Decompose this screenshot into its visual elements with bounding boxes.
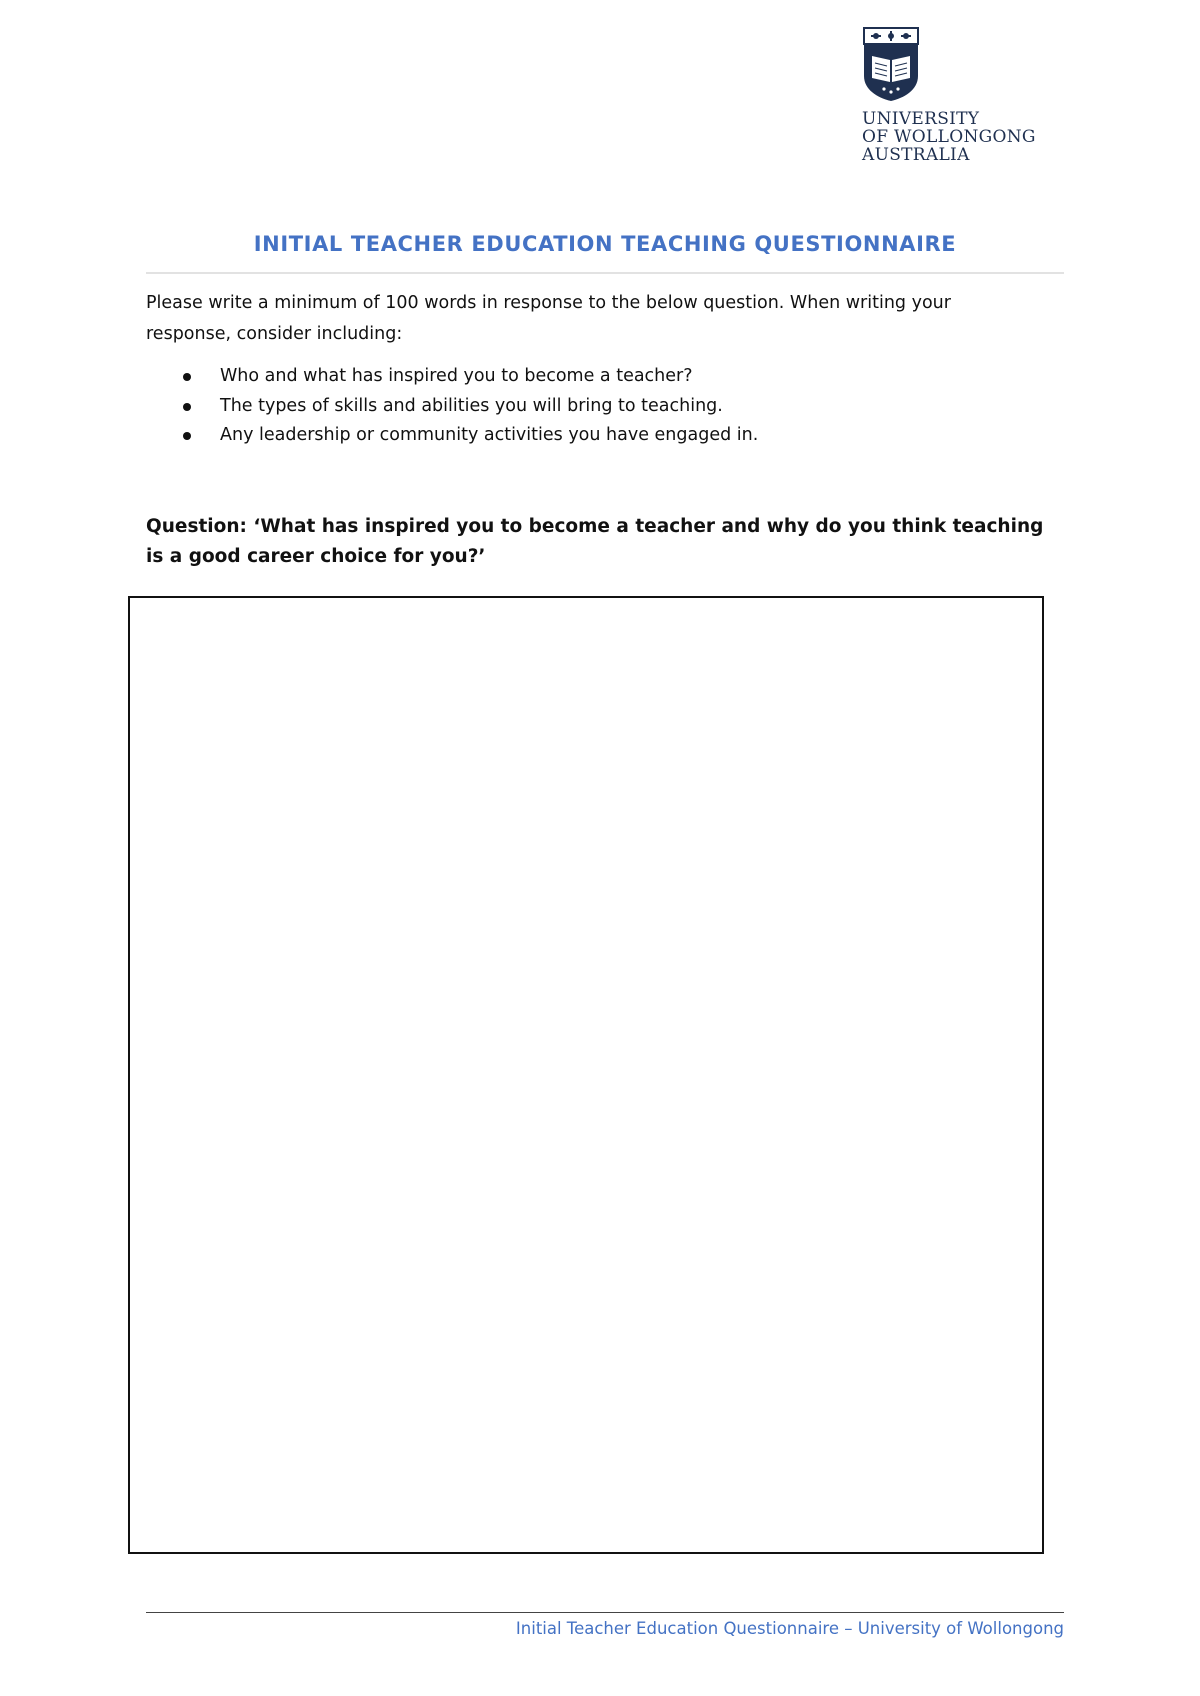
footer-text: Initial Teacher Education Questionnaire – University of Wollongong <box>515 1619 1064 1638</box>
instructions-paragraph: Please write a minimum of 100 words in response to the below question. When writing your response, consider including: <box>146 293 951 344</box>
list-item <box>146 362 1026 392</box>
list-item-text: Who and what has inspired you to become a teacher? <box>220 366 693 386</box>
document-title: INITIAL TEACHER EDUCATION TEACHING QUESTIONNAIRE <box>253 232 957 256</box>
title-divider <box>146 272 1064 274</box>
bullet-icon <box>183 403 191 411</box>
question-text: Question: ‘What has inspired you to become a teacher and why do you think teaching is a good career choice for you?’ <box>146 516 1044 567</box>
university-logo <box>862 26 1052 164</box>
list-item <box>146 392 1026 422</box>
bullet-icon <box>183 432 191 440</box>
logo-line-3: AUSTRALIA <box>862 145 970 165</box>
logo-line-1: UNIVERSITY <box>862 109 980 129</box>
bullet-icon <box>183 373 191 381</box>
list-item-text: Any leadership or community activities you have engaged in. <box>220 425 759 445</box>
university-crest-icon <box>862 26 920 102</box>
consideration-list <box>146 362 1026 451</box>
footer-divider <box>146 1612 1064 1613</box>
response-box[interactable] <box>128 596 1044 1554</box>
university-name <box>862 110 1052 164</box>
list-item <box>146 421 1026 451</box>
list-item-text: The types of skills and abilities you will bring to teaching. <box>220 395 723 416</box>
logo-line-2: OF WOLLONGONG <box>862 127 1036 147</box>
